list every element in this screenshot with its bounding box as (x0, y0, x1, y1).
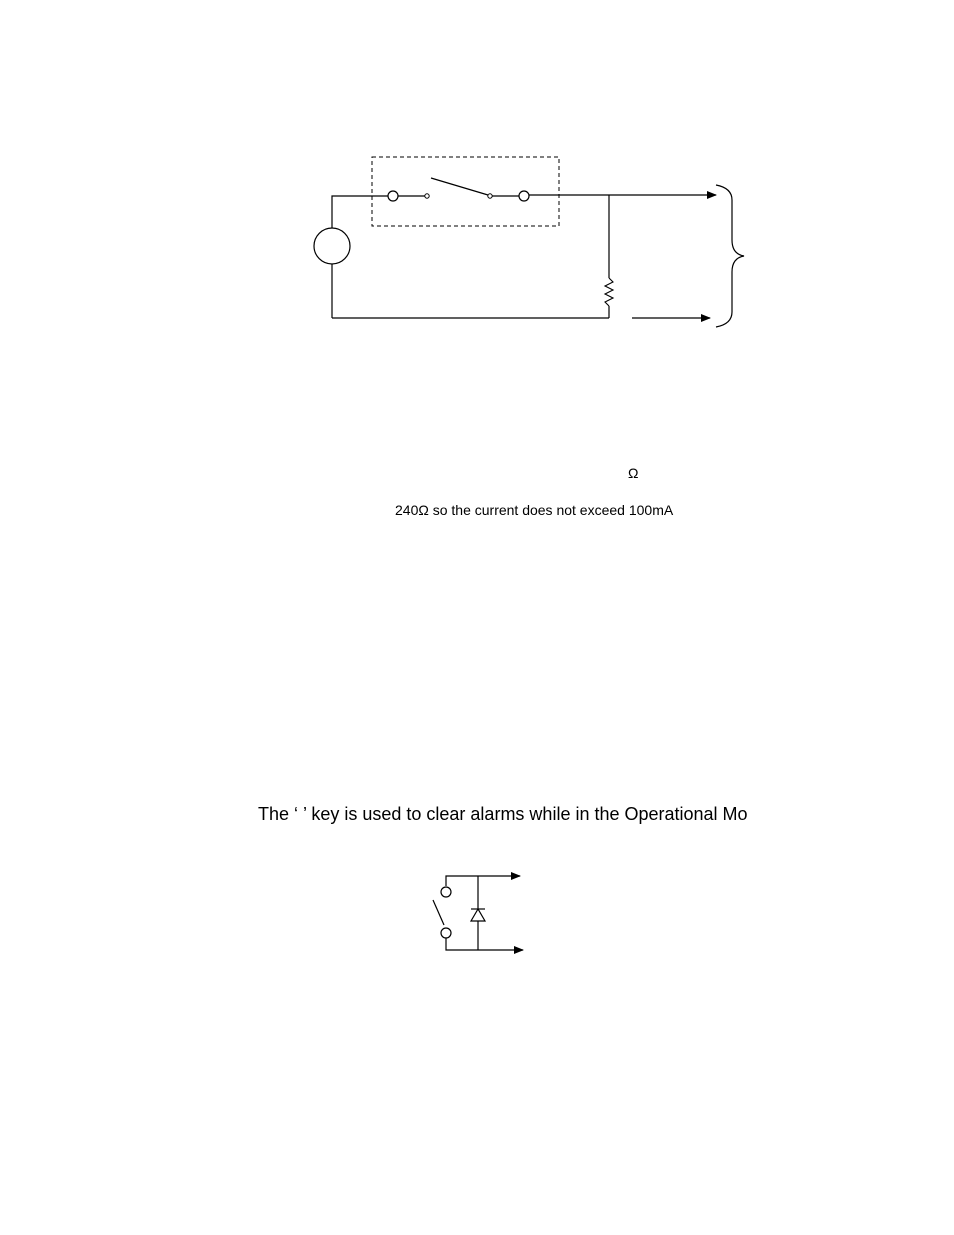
relay-output-circuit-diagram (0, 0, 954, 360)
relay-enclosure-dashed-box (372, 157, 559, 226)
voltage-source-circle (314, 228, 350, 264)
ohm-symbol-label: Ω (628, 465, 639, 481)
source-top-wire (332, 196, 388, 228)
switch-terminal-top (441, 887, 451, 897)
switch-top-wire (446, 876, 520, 886)
current-limit-note: 240Ω so the current does not exceed 100mA (395, 502, 674, 518)
switch-blade (433, 900, 444, 925)
switch-terminal-bottom (441, 928, 451, 938)
relay-terminal-right (519, 191, 529, 201)
relay-contact-pivot (425, 194, 429, 198)
relay-contact-fixed (488, 194, 492, 198)
diode-anode-triangle (471, 909, 485, 921)
relay-switch-blade (431, 178, 488, 195)
resistor-zigzag (605, 278, 613, 306)
relay-terminal-left (388, 191, 398, 201)
clear-alarm-key-sentence: The ‘ ’ key is used to clear alarms while in the Operational Mo (258, 804, 748, 824)
output-curly-brace (716, 185, 744, 327)
switch-bottom-wire (446, 938, 523, 950)
